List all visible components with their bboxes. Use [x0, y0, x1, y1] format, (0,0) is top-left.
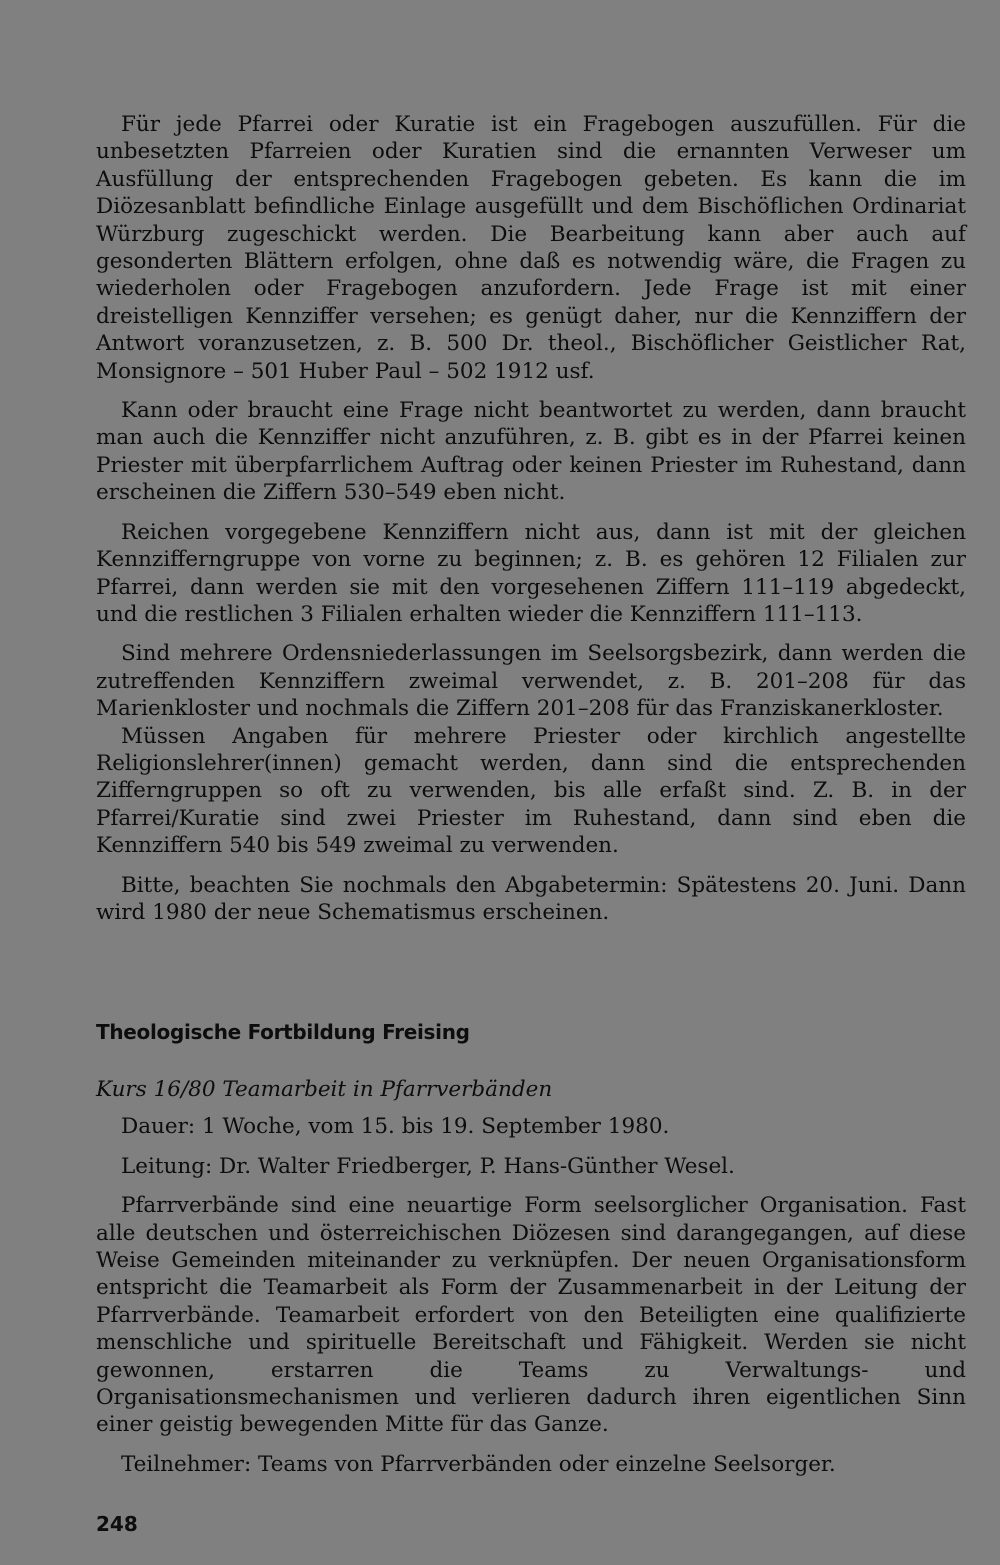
section-heading: Theologische Fortbildung Freising	[96, 1020, 470, 1044]
page-number: 248	[96, 1512, 138, 1536]
paragraph-code-groups: Reichen vorgegebene Kennziffern nicht aus, dann ist mit der gleichen Kennzifferngruppe von vorne zu beginnen; z. B. es gehören 12 Filialen zur Pfarrei, dann werden sie mit den vorgesehenen Ziffern 111–119 abgedeckt, und die restlichen 3 Filialen erhalten wieder die Kennziffern 111–113.	[96, 519, 966, 627]
course-title: Kurs 16/80 Teamarbeit in Pfarrverbänden	[96, 1077, 553, 1102]
paragraph-deadline: Bitte, beachten Sie nochmals den Abgabetermin: Spätestens 20. Juni. Dann wird 1980 der neue Schematismus erscheinen.	[96, 872, 966, 925]
course-section	[96, 1076, 966, 1478]
paragraph-religious-houses: Sind mehrere Ordensniederlassungen im Seelsorgsbezirk, dann werden die zutreffenden Kennziffern zweimal verwendet, z. B. 201–208 für das Marienkloster und nochmals die Ziffern 201–208 für das Franziskanerkloster.	[96, 641, 966, 722]
course-participants: Teilnehmer: Teams von Pfarrverbänden oder einzelne Seelsorger.	[121, 1451, 836, 1477]
course-duration: Dauer: 1 Woche, vom 15. bis 19. September 1980.	[121, 1114, 670, 1140]
paragraph-questionnaire: Für jede Pfarrei oder Kuratie ist ein Fragebogen auszufüllen. Für die unbesetzten Pfarreien oder Kuratien sind die ernannten Verweser um Ausfüllung der entsprechenden Fragebogen gebeten. Es kann die im Diözesanblatt befindliche Einlage ausgefüllt und dem Bischöflichen Ordinariat Würzburg zugeschickt werden. Die Bearbeitung kann aber auch auf gesonderten Blättern erfolgen, ohne daß es notwendig wäre, die Fragen zu wiederholen oder Fragebogen anzufordern. Jede Frage ist mit einer dreistelligen Kennziffer versehen; es genügt daher, nur die Kennziffern der Antwort voranzusetzen, z. B. 500 Dr. theol., Bischöflicher Geistlicher Rat, Monsignore – 501 Huber Paul – 502 1912 usf.	[96, 112, 966, 384]
instructions-text	[96, 111, 966, 926]
course-description: Pfarrverbände sind eine neuartige Form seelsorglicher Organisation. Fast alle deutschen und österreichischen Diözesen sind darangegangen, auf diese Weise Gemeinden miteinander zu verknüpfen. Der neuen Organisationsform entspricht die Teamarbeit als Form der Zusammenarbeit in der Leitung der Pfarrverbände. Teamarbeit erfordert von den Beteiligten eine qualifizierte menschliche und spirituelle Bereitschaft und Fähigkeit. Werden sie nicht gewonnen, erstarren die Teams zu Verwaltungs- und Organisationsmechanismen und verlieren dadurch ihren eigentlichen Sinn einer geistig bewegenden Mitte für das Ganze.	[96, 1193, 966, 1438]
paragraph-omitted-codes: Kann oder braucht eine Frage nicht beantwortet zu werden, dann braucht man auch die Kennziffer nicht anzuführen, z. B. gibt es in der Pfarrei keinen Priester mit überpfarrlichem Auftrag oder keinen Priester im Ruhestand, dann erscheinen die Ziffern 530–549 eben nicht.	[96, 398, 966, 506]
paragraph-multiple-priests: Müssen Angaben für mehrere Priester oder kirchlich angestellte Religionslehrer(innen) gemacht werden, dann sind die entsprechenden Zifferngruppen so oft zu verwenden, bis alle erfaßt sind. Z. B. in der Pfarrei/Kuratie sind zwei Priester im Ruhestand, dann sind eben die Kennziffern 540 bis 549 zweimal zu verwenden.	[96, 723, 966, 859]
course-leadership: Leitung: Dr. Walter Friedberger, P. Hans-Günther Wesel.	[121, 1153, 735, 1179]
